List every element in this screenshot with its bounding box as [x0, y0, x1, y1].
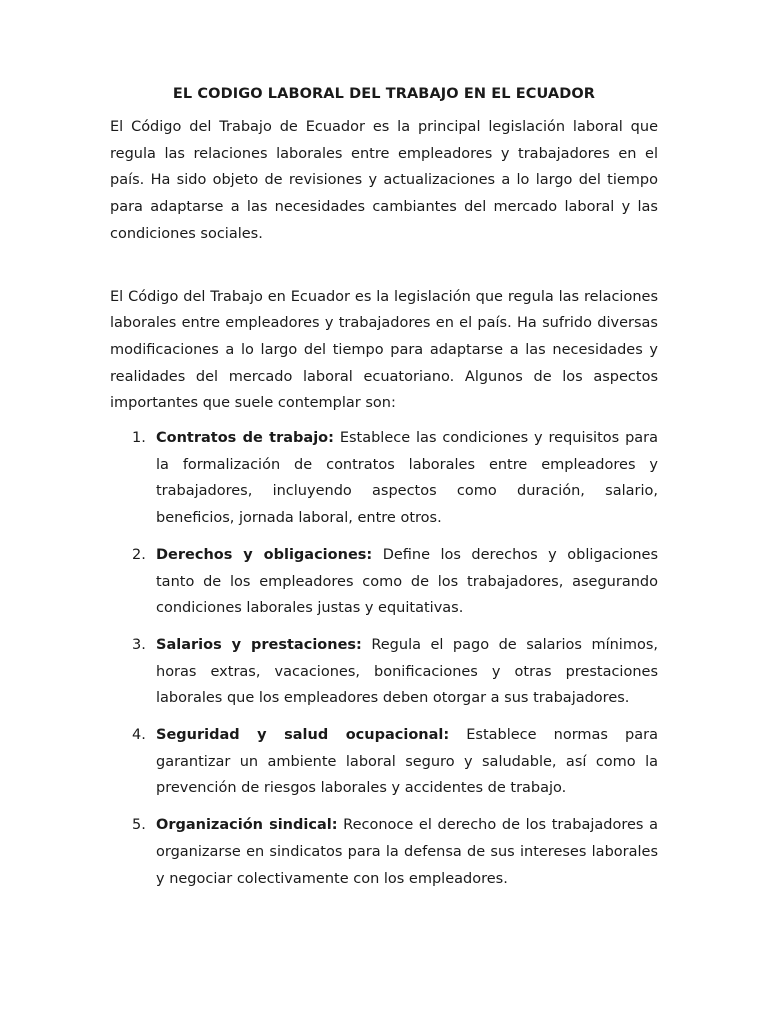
list-item-text: Define los derechos y obligaciones tanto de los empleadores como de los trabajadores, asegurando condiciones laborales justas y equitativas. — [156, 546, 658, 617]
document-page — [110, 84, 658, 902]
list-item-text: Regula el pago de salarios mínimos, horas extras, vacaciones, bonificaciones y otras prestaciones laborales que los empleadores deben otorgar a sus trabajadores. — [156, 636, 658, 707]
list-item — [110, 542, 658, 622]
intro-paragraph: El Código del Trabajo de Ecuador es la principal legislación laboral que regula las relaciones laborales entre empleadores y trabajadores en el país. Ha sido objeto de revisiones y actualizaciones a lo largo del tiempo para adaptarse a las necesidades cambiantes del mercado laboral y las condiciones sociales. — [110, 119, 658, 242]
list-item — [110, 722, 658, 802]
list-item — [110, 632, 658, 712]
list-item-number: 4. — [132, 727, 146, 744]
list-item-number: 1. — [132, 430, 146, 447]
list-item — [110, 425, 658, 532]
context-paragraph: El Código del Trabajo en Ecuador es la legislación que regula las relaciones laborales entre empleadores y trabajadores en el país. Ha sufrido diversas modificaciones a lo largo del tiempo para adaptarse a las necesidades y realidades del mercado laboral ecuatoriano. Algunos de los aspectos importantes que suele contemplar son: — [110, 288, 658, 412]
list-item-number: 5. — [132, 817, 146, 834]
list-item-text: Establece las condiciones y requisitos para la formalización de contratos laborales entre empleadores y trabajadores, incluyendo aspectos como duración, salario, beneficios, jornada laboral, entre otros. — [156, 430, 659, 527]
list-item-number: 3. — [132, 636, 146, 653]
list-item-heading: Organización sindical: — [156, 817, 338, 834]
list-item-heading: Contratos de trabajo: — [156, 430, 334, 447]
list-item-heading: Seguridad y salud ocupacional: — [156, 727, 450, 744]
document-title: EL CODIGO LABORAL DEL TRABAJO EN EL ECUADOR — [172, 86, 596, 102]
list-item-text: Establece normas para garantizar un ambiente laboral seguro y saludable, así como la prevención de riesgos laborales y accidentes de trabajo. — [156, 727, 658, 797]
list-item-heading: Derechos y obligaciones: — [156, 546, 373, 563]
list-item — [110, 812, 658, 892]
list-item-heading: Salarios y prestaciones: — [156, 636, 362, 653]
aspects-list — [110, 425, 658, 892]
list-item-text: Reconoce el derecho de los trabajadores a organizarse en sindicatos para la defensa de sus intereses laborales y negociar colectivamente con los empleadores. — [156, 817, 658, 887]
list-item-number: 2. — [132, 546, 146, 563]
